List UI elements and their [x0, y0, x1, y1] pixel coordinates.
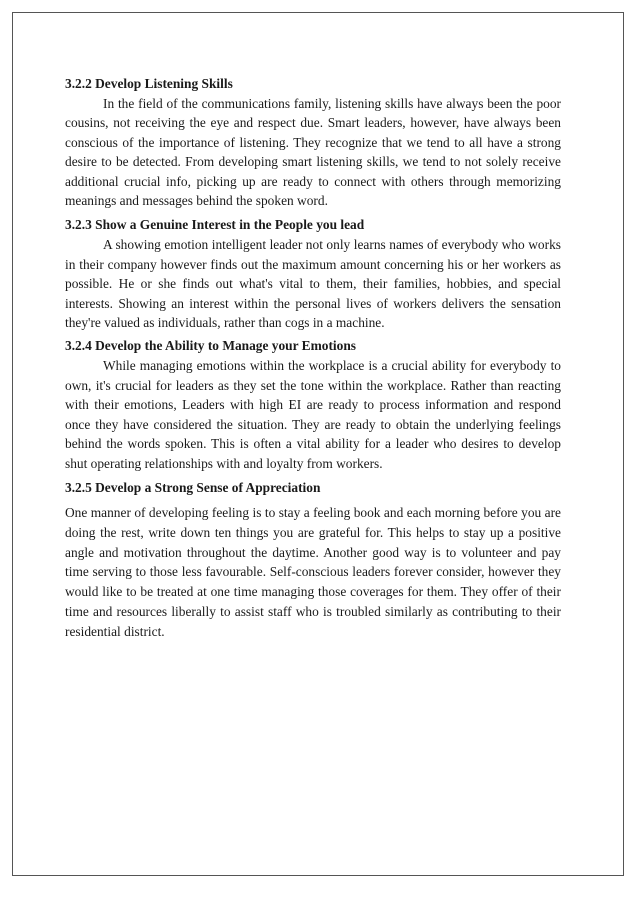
section-paragraph: While managing emotions within the workplace is a crucial ability for everybody to own, it's crucial for leaders as they set the tone within the workplace. Rather than reacting with their emotions, Leaders with high EI are ready to process information and respond once they have considered the situation. They are ready to obtain the underlying feelings behind the words spoken. This is often a vital ability for a leader who desires to develop shut operating relationships with and loyalty from workers. — [65, 358, 561, 471]
section-genuine-interest — [65, 214, 561, 332]
section-listening-skills — [65, 73, 561, 210]
section-heading: 3.2.4 Develop the Ability to Manage your Emotions — [65, 338, 356, 354]
section-heading: 3.2.2 Develop Listening Skills — [65, 76, 233, 91]
section-paragraph: A showing emotion intelligent leader not only learns names of everybody who works in their company however finds out the maximum amount concerning his or her workers as possible. He or she finds out what's vital to them, their families, hobbies, and special interests. Showing an interest within the personal lives of workers delivers the sensation they're valued as individuals, rather than cogs in a machine. — [65, 237, 561, 331]
section-paragraph: In the field of the communications family, listening skills have always been the poor cousins, not receiving the eye and respect due. Smart leaders, however, have always been conscious of the importance of listening. They recognize that we tend to all have a strong desire to be detected. From developing smart listening skills, we tend to not solely receive additional crucial info, picking up are ready to connect with others through memorizing meanings and messages behind the spoken word. — [65, 96, 561, 209]
section-paragraph: One manner of developing feeling is to stay a feeling book and each morning before you are doing the rest, write down ten things you are grateful for. This helps to stay up a positive angle and motivation throughout the daytime. Another good way is to volunteer and pay time serving to those less favourable. Self-conscious leaders forever consider, however they would like to be treated at one time managing those coverages for them. They offer of their time and resources liberally to assist staff who is troubled similarly as contributing to their residential district. — [65, 504, 561, 639]
section-appreciation — [65, 477, 561, 642]
section-manage-emotions — [65, 335, 561, 472]
section-heading: 3.2.5 Develop a Strong Sense of Appreciation — [65, 479, 321, 495]
section-heading: 3.2.3 Show a Genuine Interest in the People you lead — [65, 217, 365, 233]
document-body — [65, 73, 561, 641]
